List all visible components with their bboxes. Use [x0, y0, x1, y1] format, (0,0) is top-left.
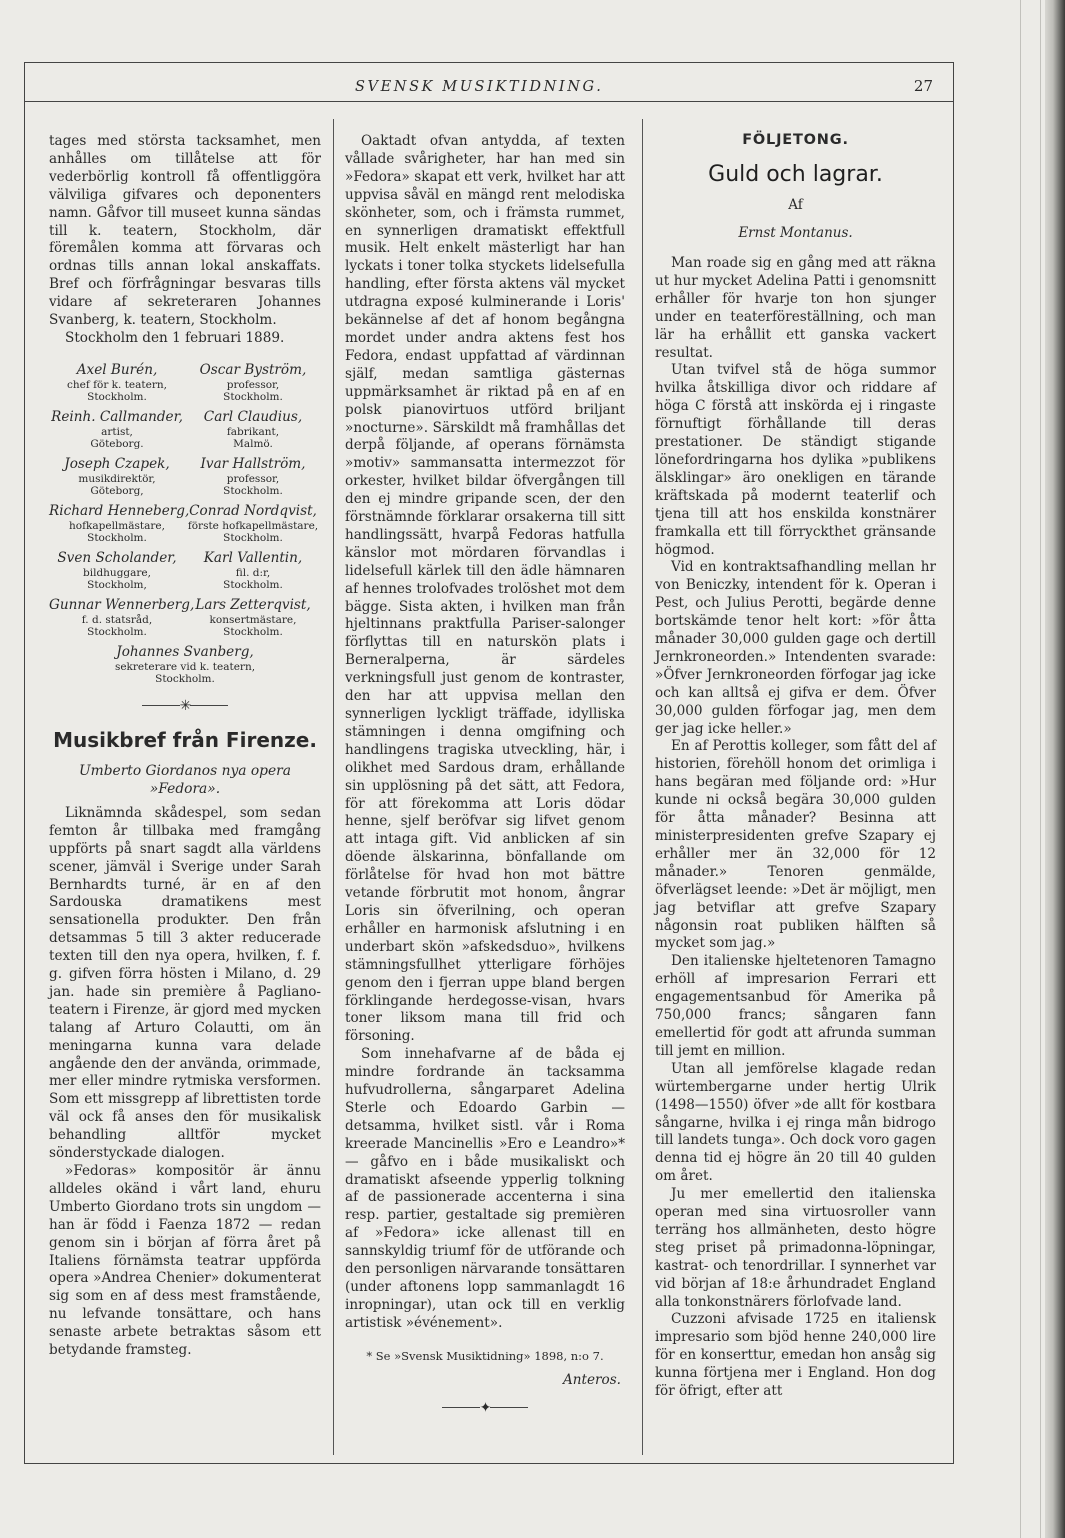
signatory	[185, 550, 321, 592]
page-number: 27	[913, 77, 933, 95]
byline-author: Ernst Montanus.	[738, 225, 853, 241]
signatory	[49, 502, 190, 545]
left-column	[49, 133, 321, 1360]
signatory-line: professor,	[226, 472, 280, 485]
paragraph: Liknämnda skådespel, som sedan femton år tillbaka med framgång uppförts på snart sagdt alla världens scener, jämväl i Sverige under Sarah Bernhardts turné, är en af den Sardouska dramatikens mest sensationella produkter. Den från detsammas 5 till 3 akter reducerade texten till den nya opera, hvilken, f. f. g. gifven förra hösten i Milano, d. 29 jan. hade sin première å Pagliano-teatern i Firenze, är gjord med mycken talang af Arturo Colautti, om än meningarna kunna vara delade angående den der använda, orimmade, mer eller mindre rytmiska versformen. Som ett missgrepp af librettisten torde väl ock få anses den för musikalisk behandling alltför mycket sönderstyckade dialogen.	[49, 804, 321, 1162]
signatory-name: Joseph Czapek,	[64, 455, 170, 472]
signatory-line: Stockholm.	[223, 391, 283, 404]
signatory-row	[49, 550, 321, 592]
section-subtitle: Umberto Giordanos nya opera »Fedora».	[78, 762, 291, 797]
ornament-divider: ✦	[345, 1400, 625, 1416]
signatory	[185, 503, 321, 545]
feuilleton-label: FÖLJETONG.	[742, 132, 849, 148]
paragraph: Oaktadt ofvan antydda, af texten vållade svårigheter, har han med sin »Fedora» skapat ett verk, hvilket har att uppvisa såväl en mängd rent melodiska skönheter, som, och i främsta rummet, en synnerligen dramatiskt effektfull musik. Helt enkelt mästerligt har han lyckats i toner tolka styckets lidelsefulla handling, efter första aktens väl mycket utdragna exposé kulminerande i Loris' bekännelse af det af honom begångna mordet under andra aktens fest hos Fedora, endast uppfattad af värdinnan själf, medan samtliga gästernas uppmärksamhet är riktad på en af en polsk pianovirtuos utförd briljant »nocturne». Särskildt må framhållas det derpå följande, af operans förnämsta »motiv» sammansatta intermezzot för orkester, hvilket bildar öfvergången till den ej mindre gripande scen, der den förstnämnde förklarar orsakerna till sitt handlingssätt, hvarpå Fedoras hatfulla känslor mot mördaren förvandlas i lidelsefull kärlek till den ädle hämnaren af hennes trolofvades trolöshet mot dem bägge. Sista akten, i hvilken man från hjeltinnans praktfulla Pariser-salonger förflyttas till en naturskön plats i Berneralperna, är särdeles verkningsfull just genom de kontraster, den har att uppvisa mellan den synnerligen lyckligt träffade, idylliska stämningen i denna omgifning och handlingens tragiska utveckling, här, i olikhet med Sardous dram, erhållande sin upplösning på det sätt, att Fedora, för att förekomma att Loris dödar henne, sjelf beröfvar sig lifvet genom att intaga gift. Vid anblicken af sin döende älskarinna, bönfallande om förlåtelse för hvad hon mot bättre vetande förbrutit mot honom, ångrar Loris sin öfverilning, och operan erhåller en harmonisk afslutning i en underbart skön »afskedsduo», hvilkens stämningsfullhet ytterligare förhöjes genom den i fjerran uppe bland bergen förklingande herdegosse-visan, hvars toner liksom mana till frid och försoning.	[345, 133, 625, 1045]
paragraph: Vid en kontraktsafhandling mellan hr von Beniczky, intendent för k. Operan i Pest, och Julius Perotti, begärde denne bortskämde tenor helt kort: »för åtta månader 30,000 gulden gage och dertill Jernkroneorden.» Intendenten svarade: »Öfver Jernkroneorden förfogar jag icke och kan alltså ej gifva er dem. Öfver 30,000 gulden förfogar jag, men dem ger jag icke heller.»	[655, 559, 936, 737]
signatory-line: professor,	[226, 378, 280, 391]
signatory-line: Malmö.	[233, 438, 273, 451]
paragraph: »Fedoras» kompositör är ännu alldeles okänd i vårt land, ehuru Umberto Giordano trots sin ungdom — han är född i Faenza 1872 — redan genom sin i början af förra året på Italiens förnämsta teatrar uppförda opera »Andrea Chenier» dokumenterat sig som en af dess mest framstående, nu lefvande tonsättare, och hans senaste arbete betraktas såsom ett betydande framsteg.	[49, 1163, 321, 1359]
signatory-line: bildhuggare,	[83, 566, 151, 579]
signatory	[185, 362, 321, 404]
signatory-row	[49, 597, 321, 639]
byline-prefix: Af	[788, 197, 803, 213]
ornament-divider: ✳	[49, 698, 321, 714]
signatory-line: Göteborg,	[90, 485, 144, 498]
signatory-name: Reinh. Callmander,	[51, 408, 183, 425]
signatory-line: Stockholm.	[87, 391, 147, 404]
signatory-line: Stockholm.	[223, 626, 283, 639]
paragraph: Utan tvifvel stå de höga summor hvilka åtskilliga divor och riddare af höga C förstå att inskörda ej i ringaste förnuftigt förhållande till deras prestationer. De ständigt stigande lönefordringarna hos dylika »publikens älsklingar» äro onekligen en tärande kräftskada på modernt teaterlif och tjena till att hos enskilda konstnärer framkalla ett till förryckthet gränsande högmod.	[655, 362, 936, 558]
signatory	[49, 596, 195, 639]
signatory-line: Stockholm.	[87, 532, 147, 545]
signatory-line: Göteborg.	[90, 438, 144, 451]
signatory-line: f. d. statsråd,	[81, 613, 153, 626]
middle-column	[345, 133, 625, 1430]
author-signoff: Anteros.	[562, 1371, 621, 1388]
paragraph: Cuzzoni afvisade 1725 en italiensk impresario som bjöd henne 240,000 lire för en konserttur, emedan hon ansåg sig kunna förtjena mer i England. Hon dog för öfrigt, efter att	[655, 1311, 936, 1400]
signatory-name: Ivar Hallström,	[200, 455, 306, 472]
signatory-name: Karl Vallentin,	[203, 549, 303, 566]
signatory-name: Axel Burén,	[76, 361, 158, 378]
signatory-line: musikdirektör,	[78, 472, 156, 485]
signatory-line: Stockholm.	[223, 485, 283, 498]
signatory-row	[49, 362, 321, 404]
paragraph: tages med största tacksamhet, men anhålles om tillåtelse att för vederbörlig kontroll få offentliggöra välviliga gifvares och deponenters namn. Gåfvor till museet kunna sändas till k. teatern, Stockholm, där föremålen komma att förvaras och ordnas tills annan lokal anskaffats. Bref och förfrågningar besvaras tills vidare af sekreteraren Johannes Svanberg, k. teatern, Stockholm.	[49, 133, 321, 329]
appeal-text	[49, 133, 321, 330]
signatory-line: Stockholm.	[87, 626, 147, 639]
signatory	[49, 456, 185, 498]
signatory-line: sekreterare vid k. teatern,	[114, 660, 256, 673]
signatory-line: Stockholm.	[223, 579, 283, 592]
signatory-line: konsertmästare,	[209, 613, 297, 626]
signatory-row	[49, 456, 321, 498]
signatories	[49, 362, 321, 639]
signatory-line: Stockholm.	[155, 673, 215, 686]
signatory-name: Richard Henneberg,	[49, 502, 190, 519]
signatory-line: fil. d:r,	[235, 566, 271, 579]
signatory-line: artist,	[101, 425, 133, 438]
column-rule	[642, 119, 643, 1455]
signatory-line: Stockholm.	[223, 532, 283, 545]
signatory-name: Conrad Nordqvist,	[189, 502, 317, 519]
scan-line	[1020, 0, 1021, 1538]
footnote: * Se »Svensk Musiktidning» 1898, n:o 7.	[366, 1348, 604, 1363]
signatory-name: Lars Zetterqvist,	[195, 596, 311, 613]
paragraph: Ju mer emellertid den italienska operan med sina virtuosroller vann terräng hos allmänheten, desto högre steg priset på primadonna-löpningar, kastrat- och tenordrillar. I synnerhet var vid början af 18:e århundradet England alla tonkonstnärers förlofvade land.	[655, 1186, 936, 1310]
paragraph: Som innehafvarne af de båda ej mindre fordrande än tacksamma hufvudrollerna, sångarparet Adelina Sterle och Edoardo Garbin — detsamma, hvilket sistl. vår i Roma kreerade Mancinellis »Ero e Leandro»* — gåfvo en i både musikaliskt och dramatiskt afseende ypperlig tolkning af de passionerade accenterna i sina resp. partier, gestaltade sig premièren af »Fedora» icke allenast till en sannskyldig triumf för de utförande och den personligen närvarande tonsättaren (under aftonens lopp sammanlagdt 16 inropningar), utan ock till en verklig artistisk »événement».	[345, 1046, 625, 1331]
signatory	[49, 550, 185, 592]
scan-edge	[1045, 0, 1065, 1538]
signatory-name: Carl Claudius,	[203, 408, 303, 425]
feuilleton-title: Guld och lagrar.	[708, 162, 883, 187]
date-line: Stockholm den 1 februari 1889.	[65, 329, 285, 346]
feuilleton-body	[655, 255, 936, 1401]
signatory	[49, 409, 185, 451]
header-rule	[25, 101, 953, 102]
paragraph: Utan all jemförelse klagade redan würtembergarne under hertig Ulrik (1498—1550) öfver »de allt för kostbara sångarne, hvilka i ej ringa mån bidrogo till landets tunga». Och dock voro gagen denna tid ej högre än 20 till 40 gulden om året.	[655, 1060, 936, 1185]
right-column	[655, 133, 936, 1401]
paragraph: Man roade sig en gång med att räkna ut hur mycket Adelina Patti i genomsnitt erhåller för hvarje ton hon sjunger under en teaterföreställning, och man lär ha erhållit ett ganska vackert resultat.	[655, 255, 936, 361]
signatory	[185, 597, 321, 639]
running-title: SVENSK MUSIKTIDNING.	[355, 79, 604, 95]
signatory-row	[49, 503, 321, 545]
article-body-continued	[345, 133, 625, 1333]
signatory	[49, 362, 185, 404]
signatory-name: Oscar Byström,	[199, 361, 307, 378]
article-body	[49, 805, 321, 1360]
signatory-name: Gunnar Wennerberg,	[49, 596, 195, 613]
signatory-line: hofkapellmästare,	[69, 519, 165, 532]
signatory	[185, 456, 321, 498]
page-frame	[24, 62, 954, 1464]
section-title: Musikbref från Firenze.	[53, 727, 317, 752]
secretary-signature	[49, 644, 321, 686]
signatory-line: fabrikant,	[226, 425, 280, 438]
signatory-line: förste hofkapellmästare,	[187, 519, 319, 532]
signatory-line: Stockholm,	[87, 579, 147, 592]
signatory-name: Sven Scholander,	[57, 549, 177, 566]
column-rule	[333, 119, 334, 1455]
signatory	[185, 409, 321, 451]
signatory-row	[49, 409, 321, 451]
signatory-line: chef för k. teatern,	[67, 378, 167, 391]
scan-line	[1040, 0, 1041, 1538]
signatory-name: Johannes Svanberg,	[116, 643, 254, 660]
paragraph: Den italienske hjeltetenoren Tamagno erhöll af impresarion Ferrari ett engagementsanbud för Amerika på 750,000 francs; sångaren fann emellertid för godt att afrunda summan till jemt en million.	[655, 953, 936, 1059]
paragraph: En af Perottis kolleger, som fått del af historien, förehöll honom det orimliga i hans begäran med följande ord: »Hur kunde ni också begära 30,000 gulden för åtta månader? Besinna att ministerpresidenten grefve Szapary ej erhåller mer än 32,000 för 12 månader.» Tenoren genmälde, öfverlägset leende: »Det är möjligt, men jag betviflar att grefve Szapary någonsin roat publiken hälften så mycket som jag.»	[655, 738, 936, 952]
